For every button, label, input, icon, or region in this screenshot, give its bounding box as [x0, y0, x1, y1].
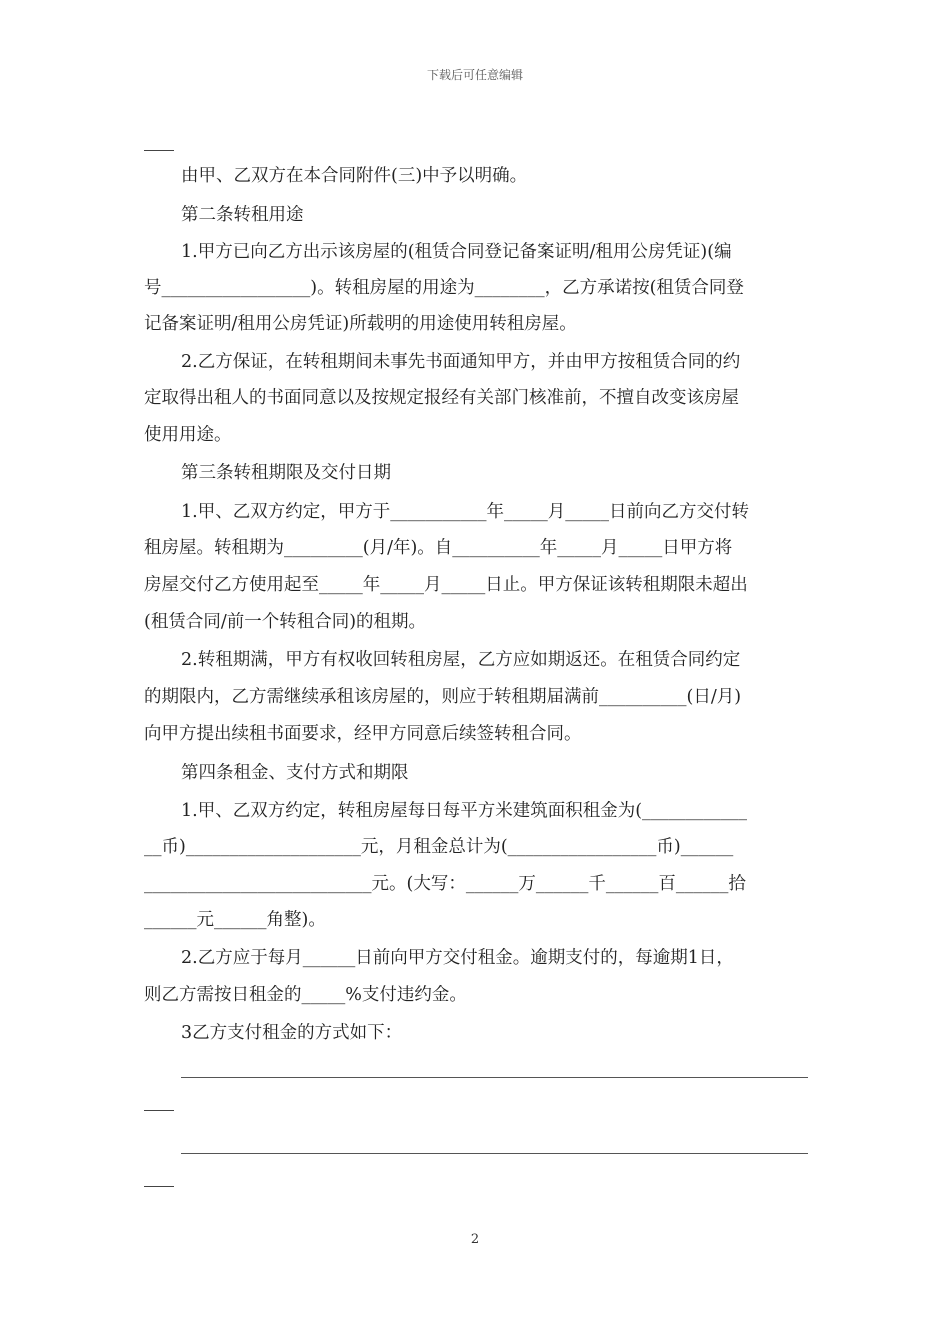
- paragraph-line: __币)____________________元，月租金总计为(_________________币)______: [144, 837, 734, 857]
- paragraph-line: 3乙方支付租金的方式如下：: [181, 1023, 403, 1043]
- paragraph-line: 2.乙方保证，在转租期间未事先书面通知甲方，并由甲方按租赁合同的约: [181, 352, 741, 372]
- paragraph-line: 的期限内，乙方需继续承租该房屋的，则应于转租期届满前__________(日/月): [144, 687, 742, 707]
- paragraph-line: __________________________元。(大写：______万______千______百______拾: [144, 874, 746, 894]
- continuation-dash: [144, 1096, 174, 1116]
- section-heading: 第二条转租用途: [181, 205, 304, 225]
- paragraph-line: 房屋交付乙方使用起至_____年_____月_____日止。甲方保证该转租期限未超出: [144, 575, 748, 595]
- paragraph-line: 租房屋。转租期为_________(月/年)。自__________年_____月_____日甲方将: [144, 538, 733, 558]
- continuation-dash: [144, 1172, 174, 1192]
- paragraph-line: 2.转租期满，甲方有权收回转租房屋，乙方应如期返还。在租赁合同约定: [181, 650, 741, 670]
- paragraph-line: (租赁合同/前一个转租合同)的租期。: [144, 612, 427, 632]
- page-header: 下载后可任意编辑: [426, 68, 523, 82]
- paragraph-line: 1.甲、乙双方约定，甲方于___________年_____月_____日前向乙方交付转: [181, 502, 749, 522]
- paragraph-line: 号_________________)。转租房屋的用途为________，乙方承诺按(租赁合同登: [144, 278, 744, 298]
- paragraph-line: 使用用途。: [144, 425, 232, 445]
- paragraph-line: 记备案证明/租用公房凭证)所载明的用途使用转租房屋。: [144, 314, 577, 334]
- paragraph-line: 则乙方需按日租金的_____%支付违约金。: [144, 985, 467, 1005]
- continuation-dash: [144, 136, 174, 156]
- paragraph-line: ______元______角整)。: [144, 910, 326, 930]
- page-number: 2: [470, 1232, 480, 1247]
- paragraph-line: 2.乙方应于每月______日前向甲方交付租金。逾期支付的，每逾期1日，: [181, 948, 734, 968]
- paragraph-line: 向甲方提出续租书面要求，经甲方同意后续签转租合同。: [144, 724, 582, 744]
- fill-in-rule: [181, 1152, 808, 1154]
- paragraph-line: 1.甲方已向乙方出示该房屋的(租赁合同登记备案证明/租用公房凭证)(编: [181, 242, 732, 262]
- paragraph-line: 1.甲、乙双方约定，转租房屋每日每平方米建筑面积租金为(____________: [181, 801, 748, 821]
- fill-in-rule: [181, 1076, 808, 1078]
- section-heading: 第三条转租期限及交付日期: [181, 463, 391, 483]
- paragraph-line: 由甲、乙双方在本合同附件(三)中予以明确。: [181, 166, 528, 186]
- section-heading: 第四条租金、支付方式和期限: [181, 763, 409, 783]
- paragraph-line: 定取得出租人的书面同意以及按规定报经有关部门核准前，不擅自改变该房屋: [144, 388, 739, 408]
